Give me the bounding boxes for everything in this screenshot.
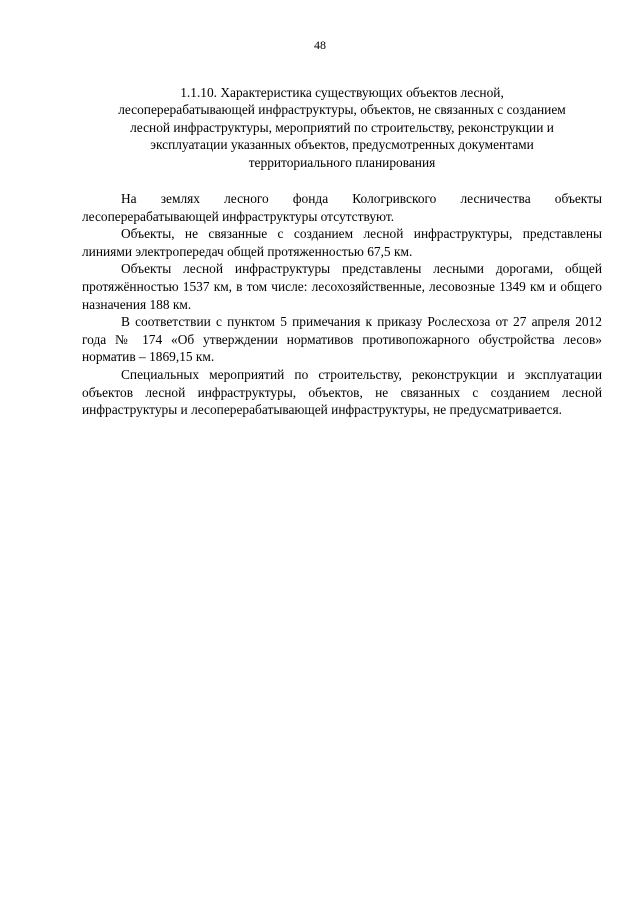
section-heading-line: лесной инфраструктуры, мероприятий по строительству, реконструкции и: [130, 119, 554, 135]
paragraph-fire-standard: В соответствии с пунктом 5 примечания к приказу Рослесхоза от 27 апреля 2012 года № 174 «Об утверждении нормативов противопожарного обустройства лесов» норматив – 1869,15 км.: [82, 314, 602, 365]
paragraph-processing-objects: На землях лесного фонда Кологривского лесничества объекты лесоперерабатывающей инфраструктуры отсутствуют.: [82, 191, 602, 224]
paragraph-special-measures: Специальных мероприятий по строительству, реконструкции и эксплуатации объектов лесной инфраструктуры, объектов, не связанных с созданием лесной инфраструктуры и лесоперерабатывающей инфраструктуры, не предусматривается.: [82, 366, 602, 418]
page-number: 48: [314, 38, 326, 52]
section-heading-line: 1.1.10. Характеристика существующих объектов лесной,: [180, 85, 504, 100]
paragraph-power-lines: Объекты, не связанные с созданием лесной инфраструктуры, представлены линиями электропередач общей протяженностью 67,5 км.: [82, 226, 602, 259]
section-body: [82, 190, 602, 419]
paragraph-forest-roads: Объекты лесной инфраструктуры представлены лесными дорогами, общей протяжённостью 1537 км, в том числе: лесохозяйственные, лесовозные 1349 км и общего назначения 188 км.: [82, 261, 602, 312]
section-heading: [82, 84, 602, 171]
section-heading-line: территориального планирования: [248, 154, 436, 170]
section-heading-line: лесоперерабатывающей инфраструктуры, объектов, не связанных с созданием: [118, 102, 566, 118]
section-heading-line: эксплуатации указанных объектов, предусмотренных документами: [150, 137, 534, 153]
